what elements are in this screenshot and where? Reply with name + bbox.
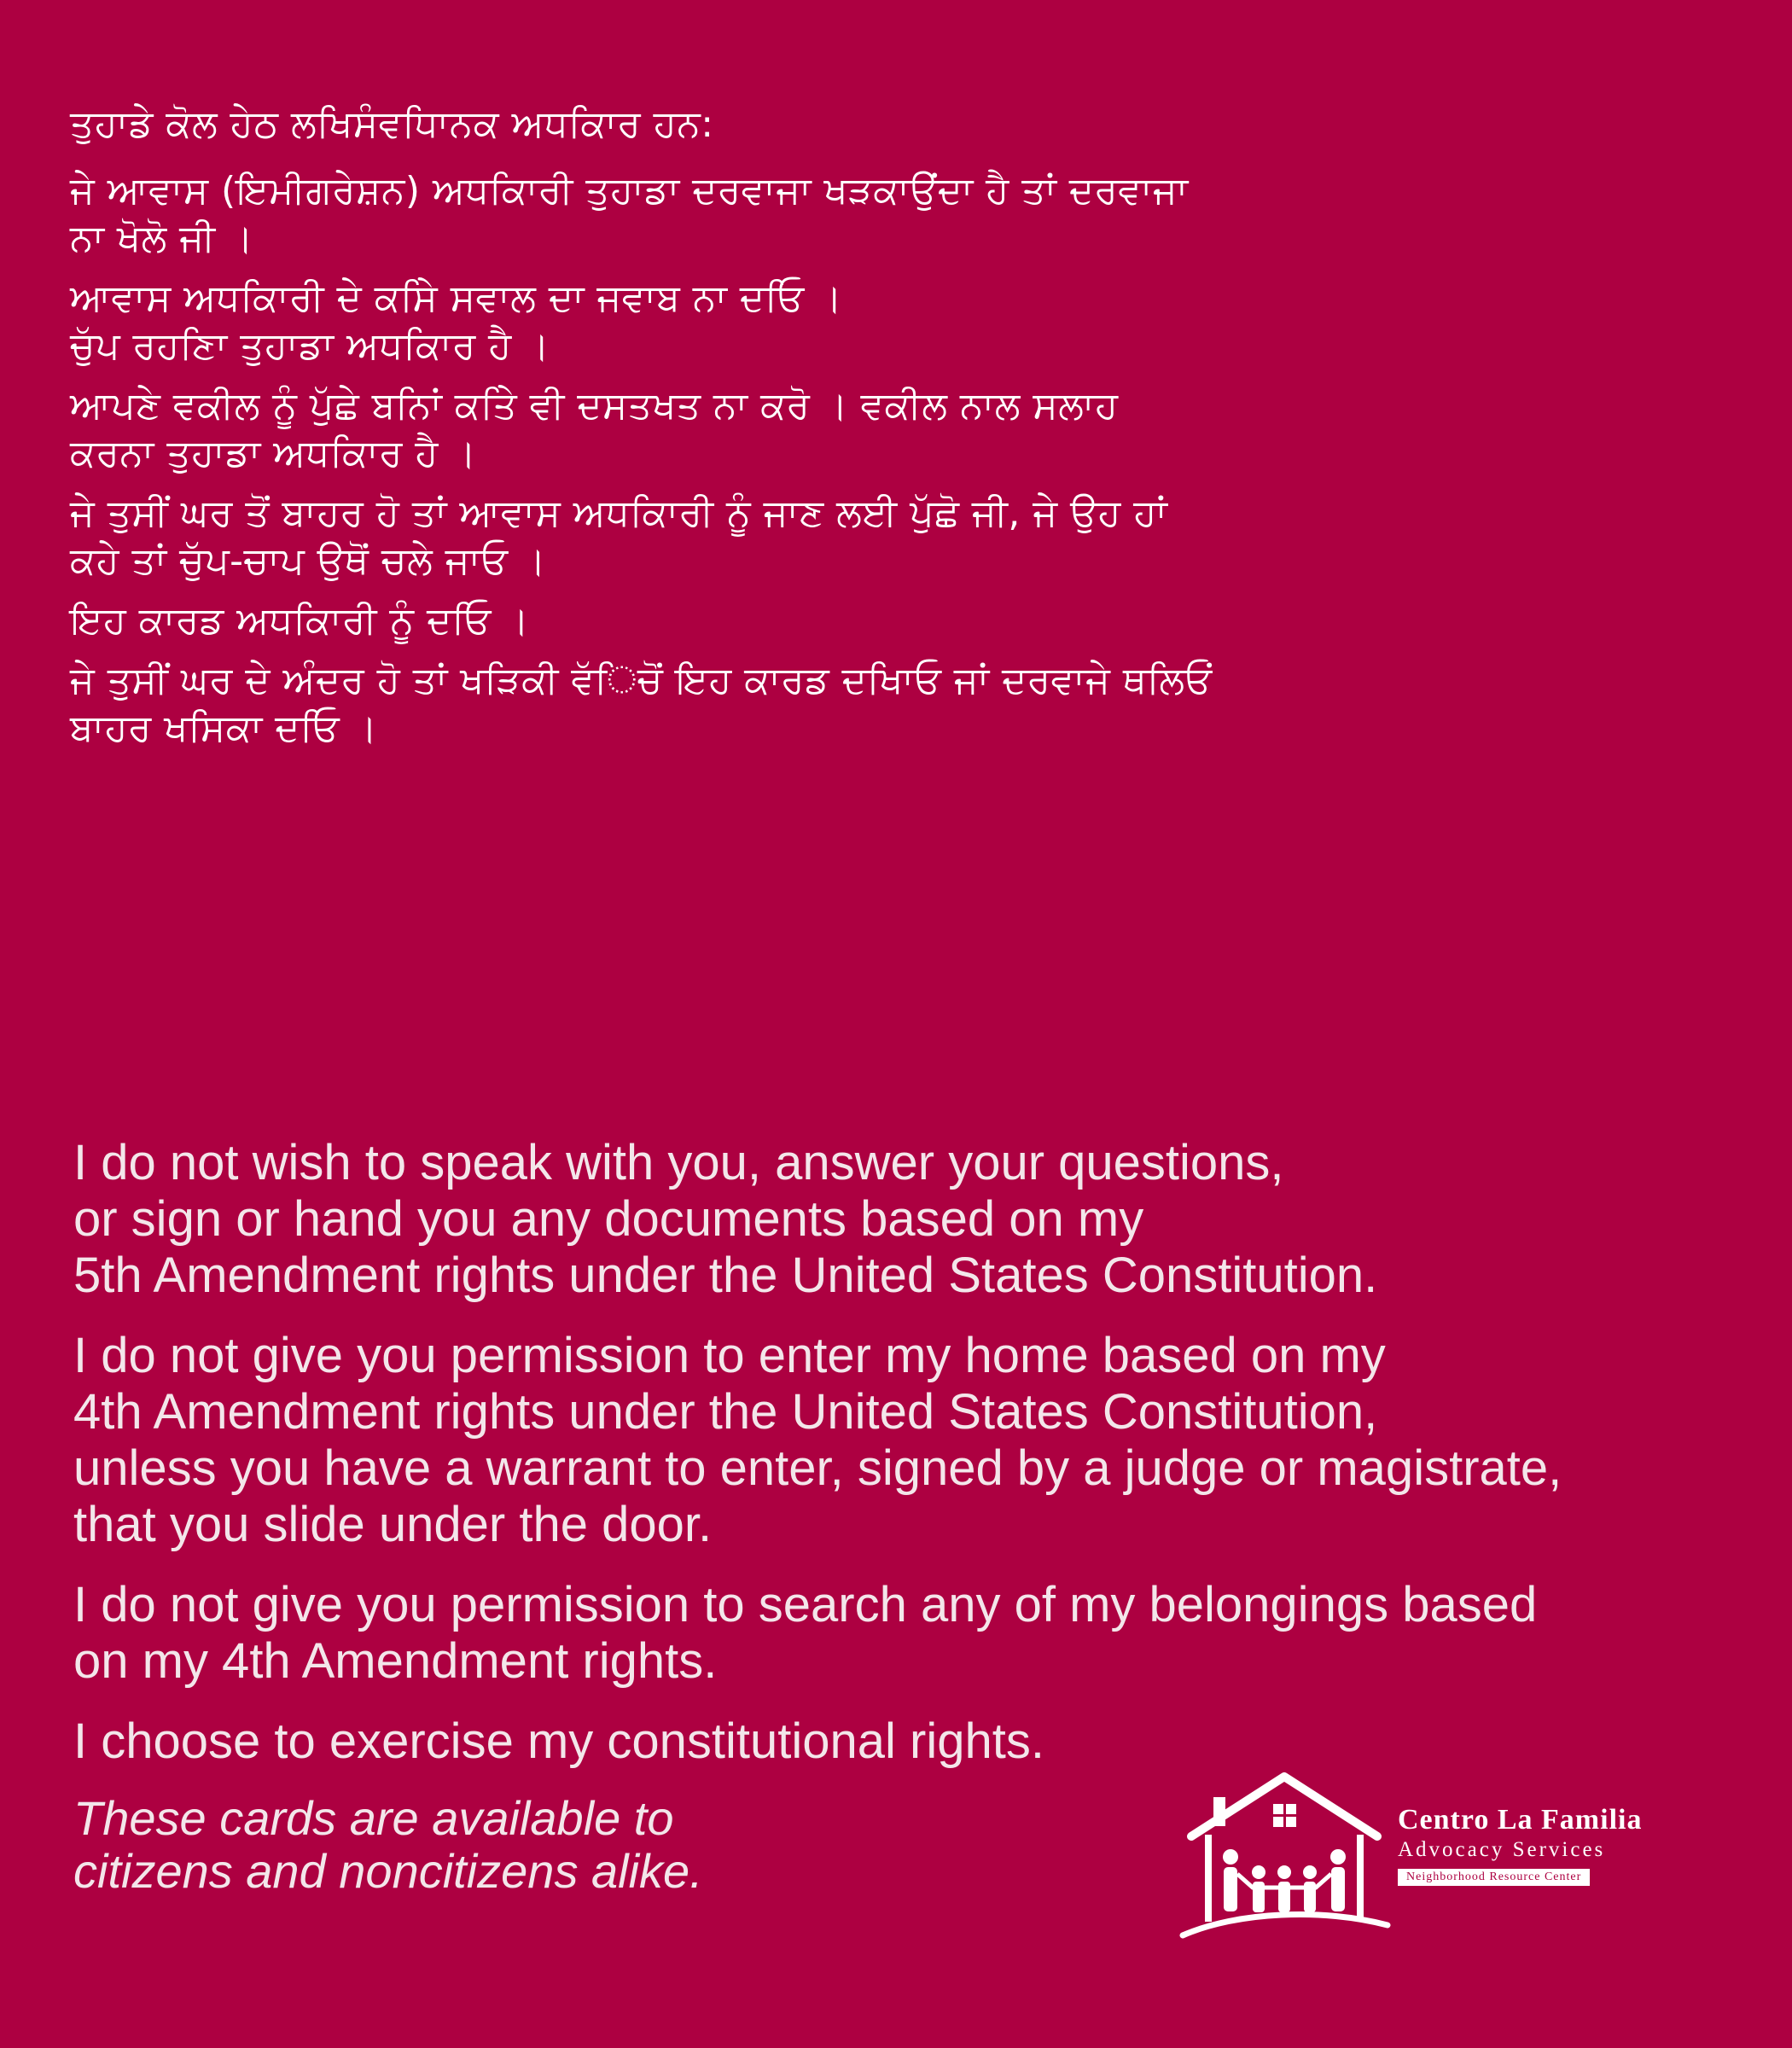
punjabi-right-item: ਇਹ ਕਾਰਡ ਅਧਕਿਾਰੀ ਨੂੰ ਦਓਿ । [70, 599, 530, 643]
logo-name: Centro La Familia [1398, 1804, 1643, 1836]
logo-subtitle: Advocacy Services [1398, 1838, 1606, 1861]
logo-badge: Neighborhood Resource Center [1398, 1869, 1590, 1886]
house-family-icon [1178, 1766, 1391, 1954]
punjabi-right-item: ਆਵਾਸ ਅਧਕਿਾਰੀ ਦੇ ਕਸਿੇ ਸਵਾਲ ਦਾ ਜਵਾਬ ਨਾ ਦਓਿ । ਚੁੱਪ ਰਹਣਿਾ ਤੁਹਾਡਾ ਅਧਕਿਾਰ ਹੈ । [70, 276, 843, 368]
availability-note: These cards are available to citizens and noncitizens alike. [73, 1791, 703, 1898]
organization-logo [1178, 1766, 1724, 1954]
punjabi-title: ਤੁਹਾਡੇ ਕੋਲ ਹੇਠ ਲਖਿਸੰਵਧਿਾਨਕ ਅਧਕਿਾਰ ਹਨ: [70, 102, 714, 146]
english-statement: I choose to exercise my constitutional rights. [73, 1713, 1044, 1769]
punjabi-rights-section [70, 101, 1734, 765]
punjabi-right-item: ਜੇ ਤੁਸੀਂ ਘਰ ਦੇ ਅੰਦਰ ਹੋ ਤਾਂ ਖੜਿਕੀ ਵੱਿਚੋਂ ਇਹ ਕਾਰਡ ਦਖਾਿਓ ਜਾਂ ਦਰਵਾਜੇ ਥਲਿਓਂ ਬਾਹਰ ਖਸਿਕਾ ਦਓਿ । [70, 659, 1213, 750]
english-statement: I do not give you permission to search any of my belongings based on my 4th Amendment rights. [73, 1577, 1538, 1689]
english-statement: I do not wish to speak with you, answer your questions, or sign or hand you any documents based on my 5th Amendment rights under the United States Constitution. [73, 1135, 1378, 1303]
punjabi-right-item: ਜੇ ਤੁਸੀਂ ਘਰ ਤੋਂ ਬਾਹਰ ਹੋ ਤਾਂ ਆਵਾਸ ਅਧਕਿਾਰੀ ਨੂੰ ਜਾਣ ਲਈ ਪੁੱਛੋ ਜੀ, ਜੇ ਉਹ ਹਾਂ ਕਹੇ ਤਾਂ ਚੁੱਪ-ਚਾਪ ਉਥੋਂ ਚਲੇ ਜਾਓ । [70, 492, 1168, 583]
english-statement: I do not give you permission to enter my home based on my 4th Amendment rights under the United States Constitution, unless you have a warrant to enter, signed by a judge or magistrate, that you slide under the door. [73, 1328, 1562, 1552]
punjabi-right-item: ਆਪਣੇ ਵਕੀਲ ਨੂੰ ਪੁੱਛੇ ਬਨਿਾਂ ਕਤਿੇ ਵੀ ਦਸਤਖਤ ਨਾ ਕਰੋ । ਵਕੀਲ ਨਾਲ ਸਲਾਹ ਕਰਨਾ ਤੁਹਾਡਾ ਅਧਕਿਾਰ ਹੈ । [70, 384, 1119, 475]
logo-text [1398, 1804, 1705, 1886]
punjabi-right-item: ਜੇ ਆਵਾਸ (ਇਮੀਗਰੇਸ਼ਨ) ਅਧਕਿਾਰੀ ਤੁਹਾਡਾ ਦਰਵਾਜਾ ਖੜਕਾਉਂਦਾ ਹੈ ਤਾਂ ਦਰਵਾਜਾ ਨਾ ਖੋਲੋ ਜੀ । [70, 169, 1189, 260]
